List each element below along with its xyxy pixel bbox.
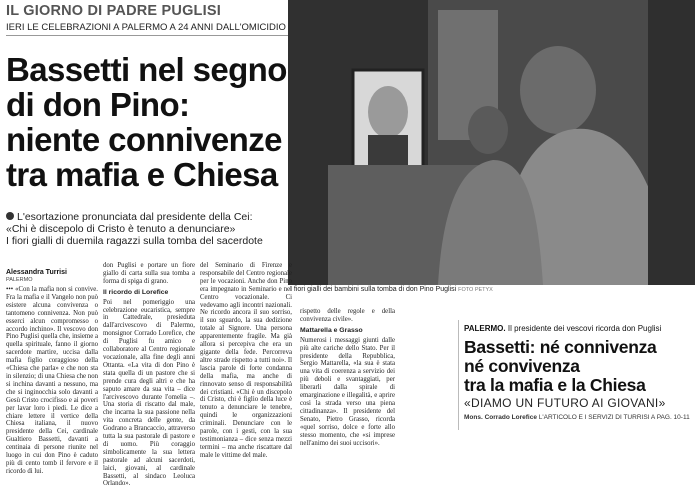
kicker: IL GIORNO DI PADRE PUGLISI bbox=[6, 3, 221, 19]
photo-credit: FOTO PETYX bbox=[458, 287, 493, 293]
bullet-icon bbox=[6, 212, 14, 220]
byline: Alessandra Turrisi bbox=[6, 269, 67, 276]
article-column-4: rispetto delle regole e della convivenza civile». Mattarella e Grasso Numerosi i messaggi giunti dalle più alte cariche dello Stato. Per il presidente della Repubblica, Sergio Mattarella, «la sua è stata una vita di coerenza a servizio dei più deboli e svantaggiati, per liberarli dalla spirale di emarginazione e illegalità, e aprire così la strada verso una piena cittadinanza». Il presidente del Senato, Pietro Grasso, ricorda «quel sorriso, dolce e forte allo stesso momento, che «si imprese nell'animo dei suoi uccisori». bbox=[300, 308, 395, 447]
article-column-2: don Puglisi e portare un fiore giallo di carta sulla sua tomba a forma di spiga di grano. Il ricordo di Lorefice Poi nel pomeriggio una celebrazione eucaristica, sempre in Cattedrale, presieduta dall'arcivescovo di Palermo, monsignor Corrado Lorefice, che di Puglisi fu amico e collaboratore al Centro regionale vocazionale, alla fine degli anni Ottanta. «La vita di don Pino è stata quella di un pastore che si prende cura degli altri e che ha saputo amare da sua vita – dice l'arcivescovo durante l'omelia –. Una storia di riscatto dal male, che incarna la sua passione nella vita concreta delle gente, da Godrano a Brancaccio, attraverso tutta la sua pastorale di pastore e di uomo. Più coraggio simbolicamente la sua lettera pastorale ad alcuni sacerdoti, laici, giovani, al cardinale Bassetti, al sindaco Leoluca Orlando». bbox=[103, 262, 195, 488]
section-heading-lorefice: Il ricordo di Lorefice bbox=[103, 288, 169, 296]
subhead-line-1: L'esortazione pronunciata dal presidente della Cei: bbox=[6, 211, 288, 223]
teaser-headline-line-3: tra la mafia e la Chiesa bbox=[464, 375, 646, 395]
headline-line-2: di don Pino: bbox=[6, 86, 190, 123]
dateline: PALERMO bbox=[6, 277, 33, 283]
photo-caption: I fiori gialli dei bambini sulla tomba di don Pino Puglisi FOTO PETYX bbox=[290, 286, 493, 293]
subhead-secondary: I fiori gialli di duemila ragazzi sulla tomba del sacerdote bbox=[6, 235, 263, 247]
section-heading-mattarella: Mattarella e Grasso bbox=[300, 326, 363, 334]
teaser-kicker: PALERMO. Il presidente dei vescovi ricorda don Puglisi bbox=[464, 324, 662, 333]
subhead-line-2: «Chi è discepolo di Cristo è tenuto a denunciare» bbox=[6, 223, 236, 235]
headline-line-1: Bassetti nel segno bbox=[6, 51, 287, 88]
teaser-footer: Mons. Corrado Lorefice L'ARTICOLO E I SERVIZI DI TURRISI A PAG. 10-11 bbox=[464, 414, 690, 421]
photo bbox=[288, 0, 695, 285]
teaser-headline-line-2: né convivenza bbox=[464, 356, 580, 376]
subkicker: IERI LE CELEBRAZIONI A PALERMO A 24 ANNI DALL'OMICIDIO bbox=[6, 22, 288, 36]
subhead bbox=[6, 211, 288, 235]
teaser-headline-line-1: Bassetti: né connivenza bbox=[464, 337, 657, 357]
photo-illustration bbox=[288, 0, 695, 285]
teaser-quote: «DIAMO UN FUTURO AI GIOVANI» bbox=[464, 396, 666, 410]
headline-line-3: niente connivenze bbox=[6, 121, 282, 158]
teaser-headline bbox=[464, 338, 696, 395]
article-column-1: ••• «Con la mafia non si convive. Fra la mafia e il Vangelo non può esistere alcuna convivenza o tantomeno connivenza. Non può esserci alcun compromesso o accordo inchino». Il vescovo don Pino Puglisi quella che, insieme a quella spirituale, fanno il giorno sacerdote martire, uccisa dalla mafia figlio coraggioso della «Chiesa che parla» e che non sta in silenzio; di una Chiesa che non si inchina davanti a nessuno, ma che si inginocchia solo davanti a Gesù Cristo crocifisso e ai poveri per lavar loro i piedi. Le dice a chiare lettere il vertice della Chiesa italiana, il nuovo presidente della Cei, cardinale Gualtiero Bassetti, davanti a centinaia di persone riunite nel luogo in cui don Pino è caduto più di cento tomb il fervore e il ricordo di lui. bbox=[6, 286, 98, 475]
headline-line-4: tra mafia e Chiesa bbox=[6, 156, 278, 193]
headline bbox=[6, 52, 288, 192]
article-column-3: del Seminario di Firenze e responsabile del Centro regionale per le vocazioni. Anche don Pino era impegnato in Seminario e nel Centro vocazionale. Ci vedevamo agli incontri nazionali. Ne ricordo ancora il suo sorriso, il suo sguardo, la sua dedizione totale al Signore. Una persona apparentemente fragile. Ma già allora si percepiva che era un gigante della fede. Percorreva altre strade rispetto a tutti noi». Il lascia parole di forte condanna della mafia, ma anche di rinnovato senso di responsabilità dei cristiani. «Chi è un discepolo di Cristo, chi è figlio della luce è tenuto a denunciare le tenebre, quindi le organizzazioni criminali. Denunciare con le parole, con i gesti, con la sua testimonianza – dice senza mezzi termini – ma anche riscattare dal male le vittime del male. bbox=[200, 262, 292, 459]
